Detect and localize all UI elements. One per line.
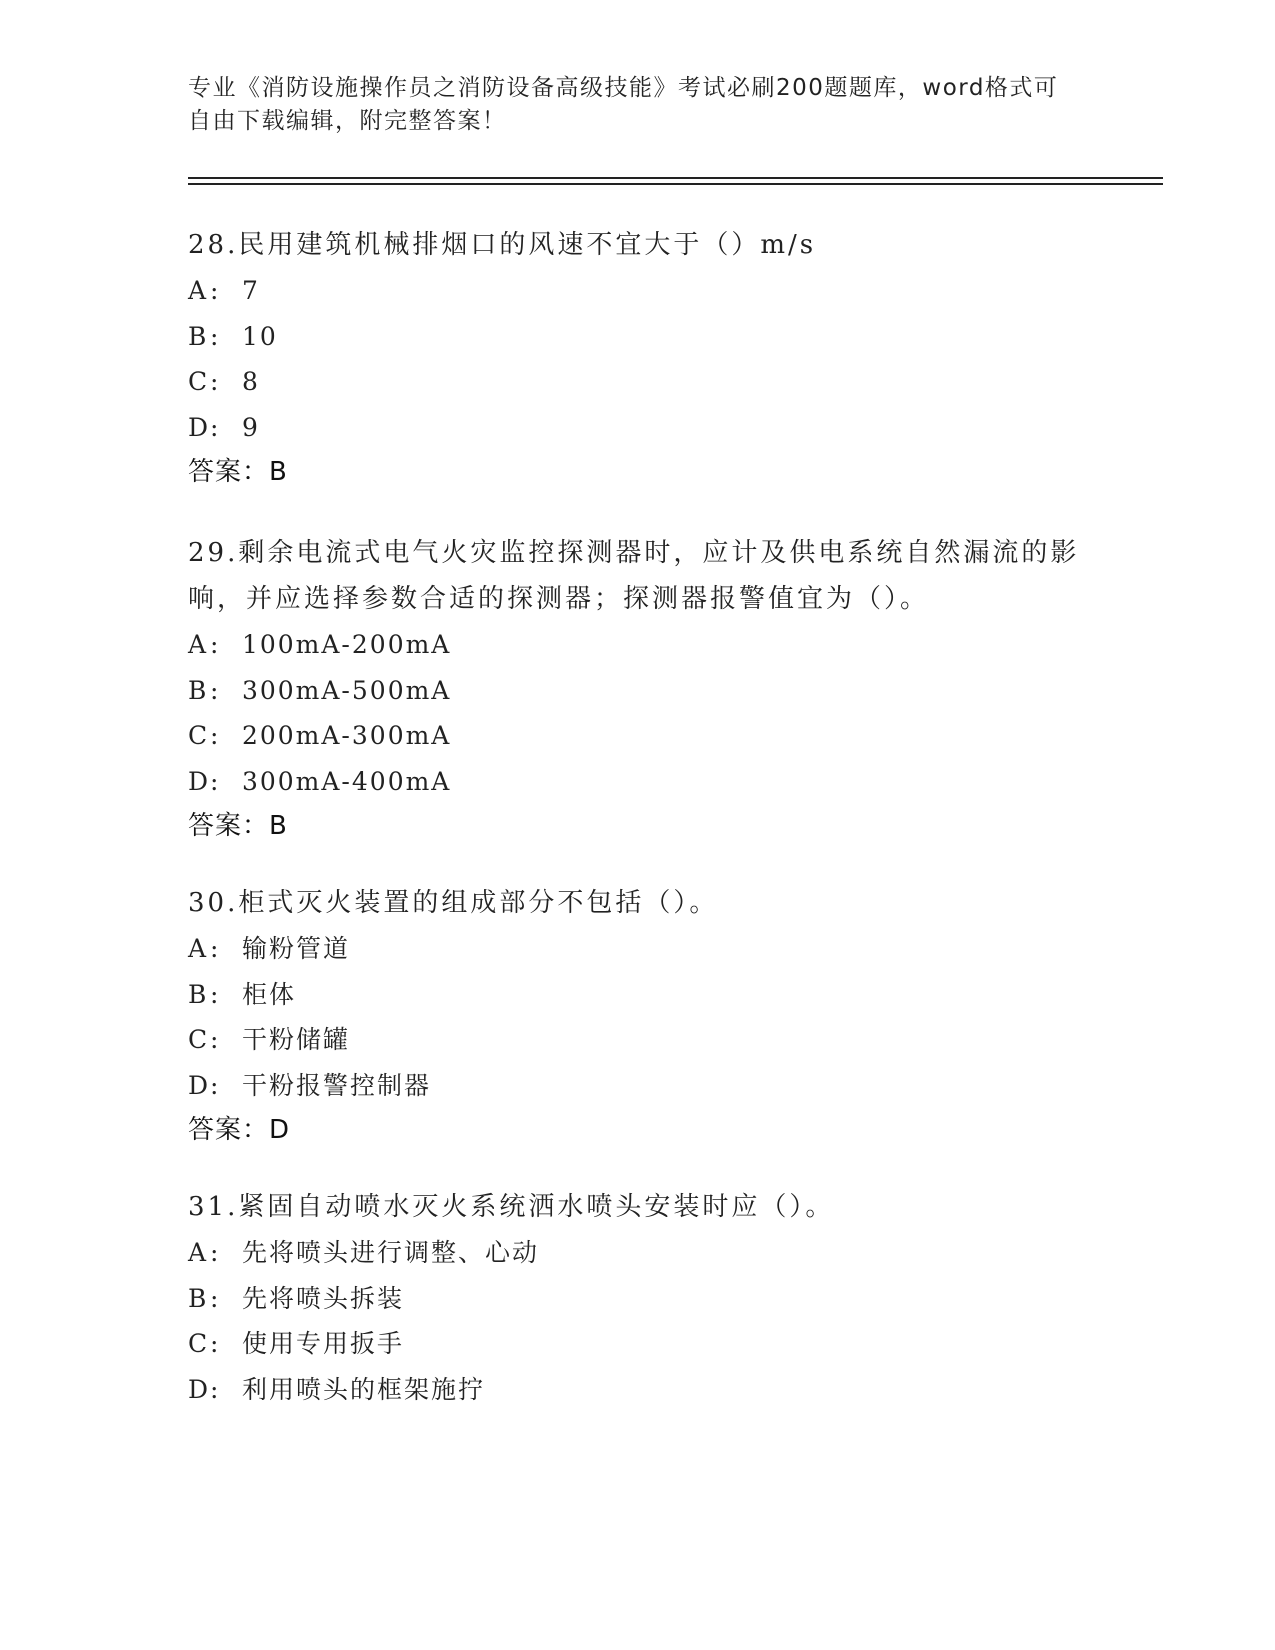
question-31 — [188, 1184, 1108, 1412]
question-text — [188, 222, 1108, 268]
question-number: 30. — [188, 888, 239, 918]
option-text: 200mA-300mA — [241, 721, 452, 750]
option-letter: B — [188, 979, 209, 1009]
option-text: 干粉储罐 — [241, 1025, 350, 1054]
header-divider-bottom — [188, 183, 1163, 185]
option-b: B: 300mA-500mA — [188, 668, 1108, 714]
option-letter: D — [188, 766, 211, 796]
question-text — [188, 880, 1108, 926]
option-text: 10 — [241, 321, 278, 351]
option-d: D: 9 — [188, 405, 1108, 451]
question-text — [188, 530, 1108, 622]
header-divider-top — [188, 177, 1163, 179]
option-text: 干粉报警控制器 — [241, 1070, 431, 1100]
question-number: 31. — [188, 1192, 239, 1222]
answer-label: 答案：B — [188, 811, 288, 841]
option-letter: A — [188, 276, 209, 305]
option-letter: A — [188, 1238, 209, 1267]
option-c: C: 使用专用扳手 — [188, 1321, 1108, 1367]
option-text: 先将喷头进行调整、心动 — [241, 1238, 539, 1267]
option-text: 300mA-500mA — [241, 675, 452, 705]
option-letter: B — [188, 321, 209, 351]
option-a: A: 100mA-200mA — [188, 622, 1108, 668]
option-b: B: 柜体 — [188, 972, 1108, 1018]
option-b: B: 先将喷头拆装 — [188, 1276, 1108, 1322]
question-text — [188, 1184, 1108, 1230]
option-text: 8 — [241, 367, 260, 396]
option-d: D: 300mA-400mA — [188, 759, 1108, 805]
question-stem: 民用建筑机械排烟口的风速不宜大于（）m/s — [238, 230, 817, 260]
option-letter: A — [188, 630, 209, 659]
option-letter: C — [188, 1329, 210, 1358]
option-letter: D — [188, 1374, 211, 1404]
option-text: 100mA-200mA — [241, 630, 452, 659]
option-d: D: 利用喷头的框架施拧 — [188, 1367, 1108, 1413]
question-stem: 紧固自动喷水灭火系统洒水喷头安装时应（）。 — [238, 1192, 835, 1222]
question-30 — [188, 880, 1108, 1152]
option-c: C: 200mA-300mA — [188, 713, 1108, 759]
question-28 — [188, 222, 1108, 494]
option-a: A: 7 — [188, 268, 1108, 314]
option-text: 使用专用扳手 — [241, 1329, 404, 1358]
header-line-1: 专业《消防设施操作员之消防设备高级技能》考试必刷200题题库，word格式可 — [188, 75, 1059, 101]
option-b: B: 10 — [188, 314, 1108, 360]
option-letter: D — [188, 1070, 211, 1100]
question-number: 29. — [188, 538, 239, 568]
document-header — [188, 72, 1088, 138]
option-a: A: 输粉管道 — [188, 926, 1108, 972]
option-text: 输粉管道 — [241, 934, 350, 963]
option-letter: C — [188, 367, 210, 396]
question-stem: 柜式灭火装置的组成部分不包括（）。 — [238, 888, 719, 918]
option-text: 柜体 — [241, 979, 296, 1009]
header-line-2: 自由下载编辑，附完整答案！ — [188, 108, 507, 134]
option-letter: B — [188, 675, 209, 705]
option-letter: C — [188, 1025, 210, 1054]
question-stem: 剩余电流式电气火灾监控探测器时，应计及供电系统自然漏流的影响，并应选择参数合适的探测器；探测器报警值宜为（）。 — [188, 538, 1080, 614]
answer-label: 答案：B — [188, 457, 288, 487]
answer-label: 答案：D — [188, 1115, 291, 1145]
option-c: C: 干粉储罐 — [188, 1017, 1108, 1063]
option-letter: C — [188, 721, 210, 750]
option-letter: D — [188, 412, 211, 442]
option-c: C: 8 — [188, 359, 1108, 405]
question-29 — [188, 530, 1108, 848]
question-number: 28. — [188, 230, 239, 260]
option-letter: A — [188, 934, 209, 963]
option-text: 先将喷头拆装 — [241, 1283, 404, 1313]
option-a: A: 先将喷头进行调整、心动 — [188, 1230, 1108, 1276]
option-text: 300mA-400mA — [241, 766, 452, 796]
option-text: 利用喷头的框架施拧 — [241, 1374, 485, 1404]
option-letter: B — [188, 1283, 209, 1313]
option-d: D: 干粉报警控制器 — [188, 1063, 1108, 1109]
option-text: 7 — [241, 276, 260, 305]
option-text: 9 — [241, 412, 260, 442]
